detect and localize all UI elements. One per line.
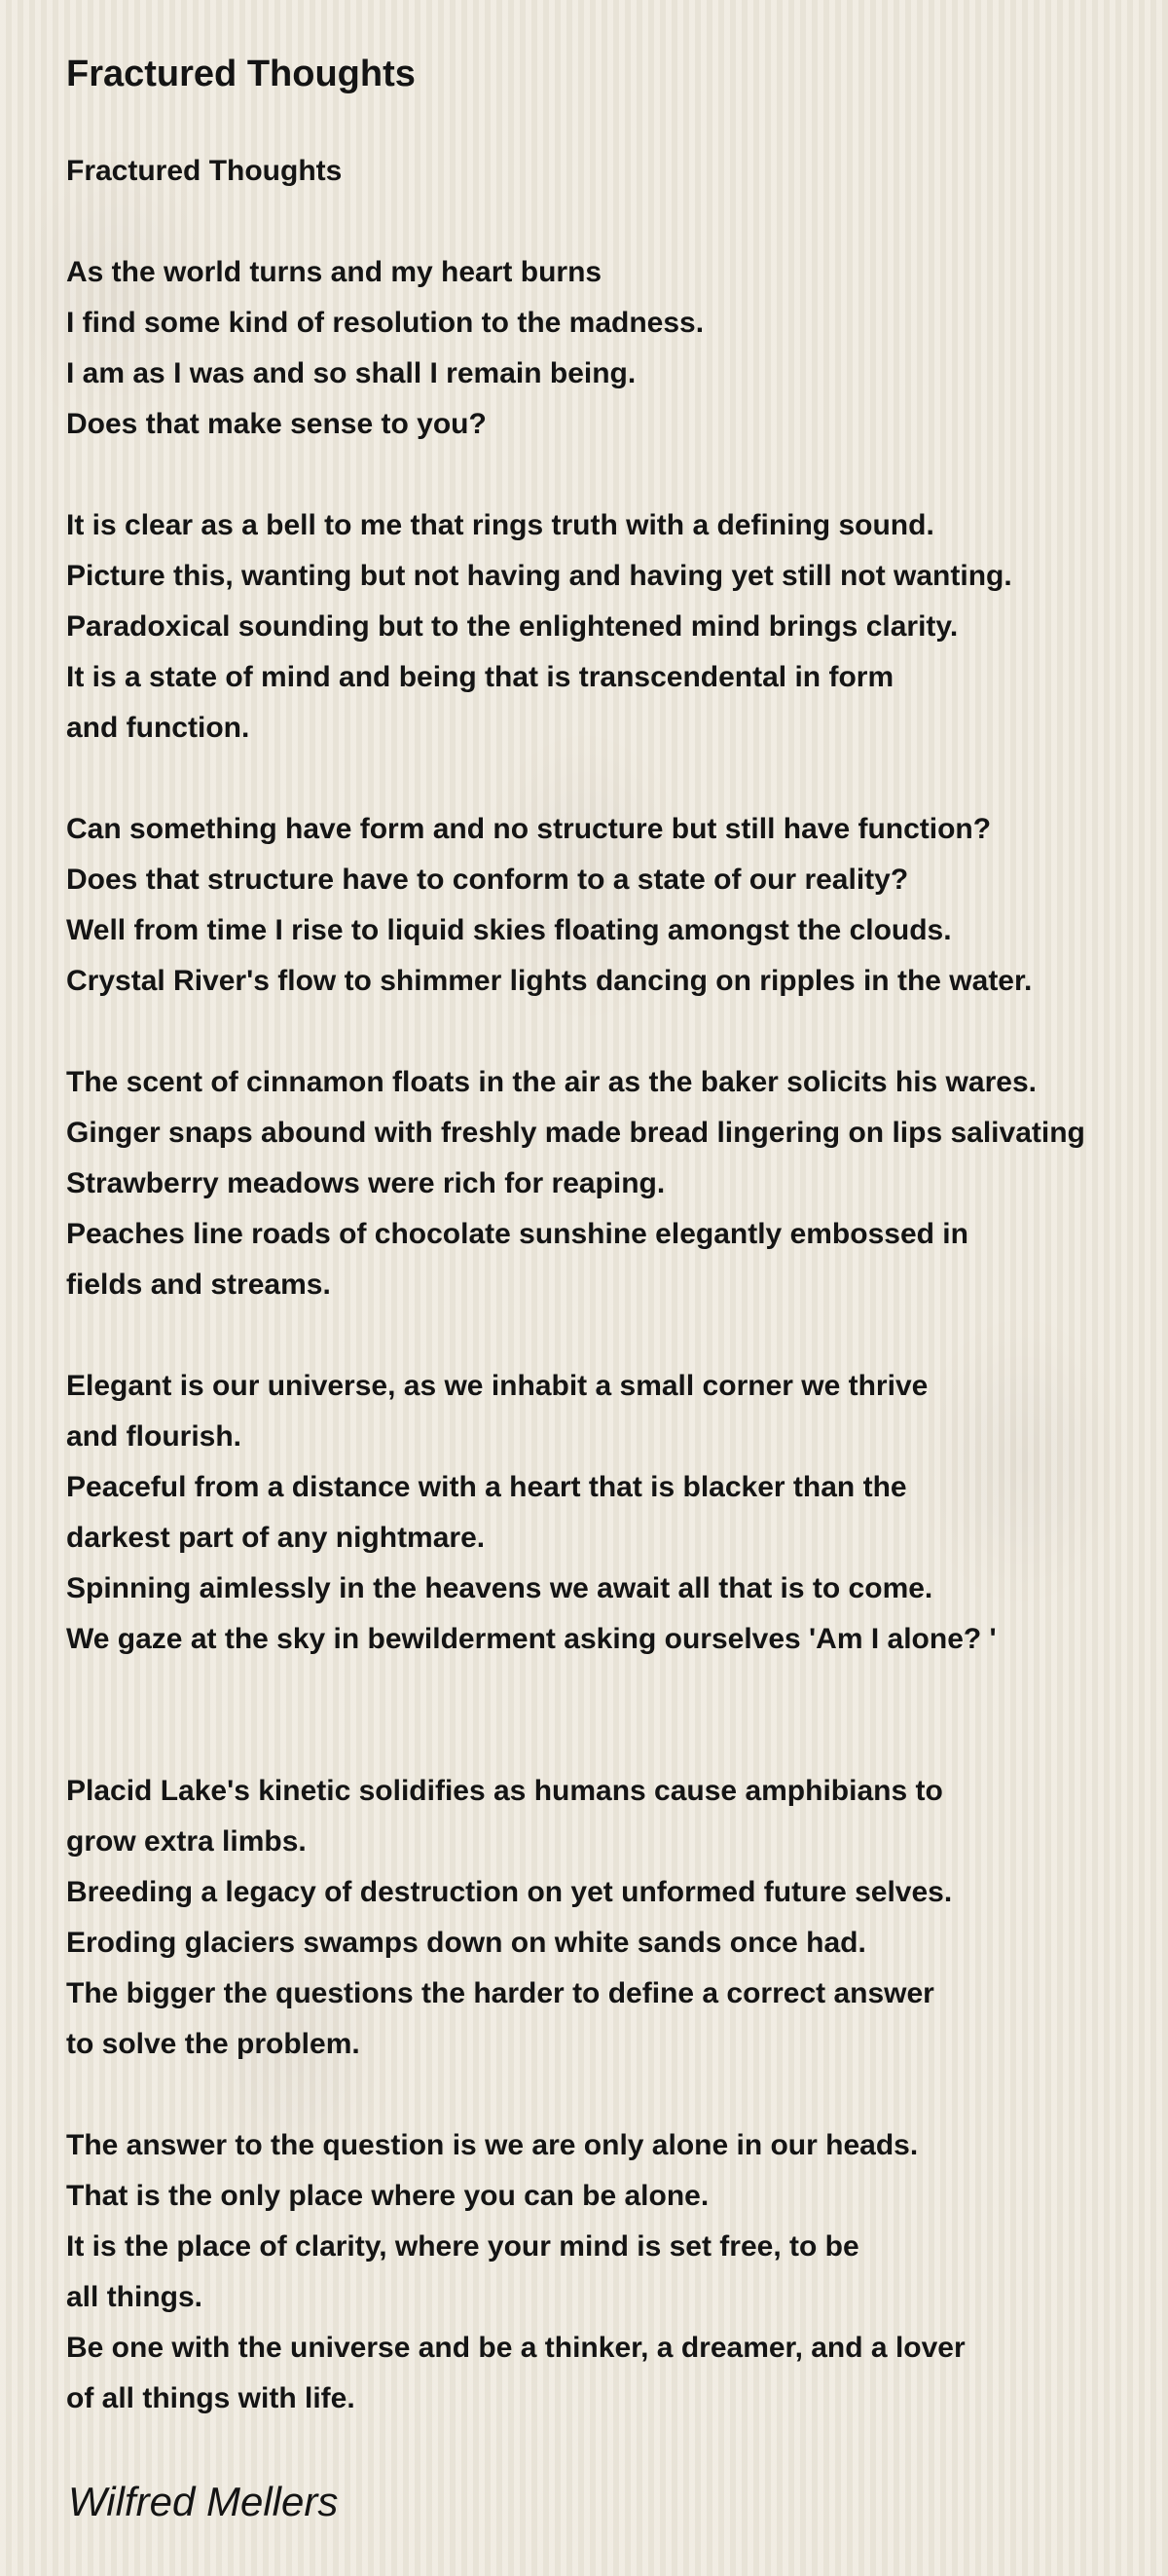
- poem-line: I find some kind of resolution to the madness.: [66, 307, 705, 339]
- poem-line: [66, 2070, 1156, 2120]
- poem-line: Placid Lake's kinetic solidifies as humans cause amphibians to: [66, 1775, 943, 1807]
- poem-line: Does that make sense to you?: [66, 408, 487, 440]
- poem-line: It is clear as a bell to me that rings truth with a defining sound.: [66, 509, 934, 541]
- poem-line: Peaceful from a distance with a heart that is blacker than the: [66, 1471, 907, 1503]
- poem-line: Fractured Thoughts: [66, 155, 343, 187]
- poem-line: It is a state of mind and being that is transcendental in form: [66, 661, 894, 693]
- poem-line: [66, 450, 1156, 500]
- poem-line: Breeding a legacy of destruction on yet unformed future selves.: [66, 1876, 953, 1908]
- poem-line: Does that structure have to conform to a state of our reality?: [66, 864, 909, 896]
- poem-line: Can something have form and no structure but still have function?: [66, 813, 992, 845]
- poem-line: The scent of cinnamon floats in the air as the baker solicits his wares.: [66, 1066, 1037, 1098]
- poem-line: Well from time I rise to liquid skies floating amongst the clouds.: [66, 914, 952, 946]
- poem-line: That is the only place where you can be alone.: [66, 2180, 710, 2212]
- poem-line: We gaze at the sky in bewilderment asking ourselves 'Am I alone? ': [66, 1623, 997, 1655]
- poem-line: Picture this, wanting but not having and having yet still not wanting.: [66, 560, 1012, 592]
- poem-line: It is the place of clarity, where your mind is set free, to be: [66, 2230, 859, 2263]
- poem-body: [66, 146, 1156, 2424]
- poem-line: Elegant is our universe, as we inhabit a small corner we thrive: [66, 1370, 929, 1402]
- poem-line: Strawberry meadows were rich for reaping.: [66, 1167, 666, 1199]
- poem-line: [66, 197, 1156, 247]
- poem-line: Be one with the universe and be a thinker, a dreamer, and a lover: [66, 2332, 966, 2364]
- poem-line: grow extra limbs.: [66, 1825, 307, 1858]
- poem-line: [66, 1715, 1156, 1766]
- poem-line: [66, 754, 1156, 804]
- poem-line: darkest part of any nightmare.: [66, 1522, 486, 1554]
- poem-line: to solve the problem.: [66, 2028, 360, 2060]
- poem-line: Crystal River's flow to shimmer lights dancing on ripples in the water.: [66, 965, 1033, 997]
- poem-line: all things.: [66, 2281, 203, 2313]
- poem-line: and function.: [66, 712, 250, 744]
- poem-line: fields and streams.: [66, 1269, 331, 1301]
- poem-line: of all things with life.: [66, 2382, 355, 2414]
- poem-line: Ginger snaps abound with freshly made bread lingering on lips salivating: [66, 1117, 1085, 1149]
- poem-line: The bigger the questions the harder to define a correct answer: [66, 1977, 934, 2009]
- poem-line: Eroding glaciers swamps down on white sands once had.: [66, 1927, 866, 1959]
- poem-line: Paradoxical sounding but to the enlightened mind brings clarity.: [66, 610, 959, 643]
- poem-line: [66, 1665, 1156, 1715]
- poem-line: I am as I was and so shall I remain being.: [66, 357, 637, 389]
- page-title: Fractured Thoughts: [66, 54, 416, 94]
- poem-line: The answer to the question is we are only alone in our heads.: [66, 2129, 919, 2161]
- poem-line: As the world turns and my heart burns: [66, 256, 602, 288]
- poem-author: Wilfred Mellers: [68, 2479, 339, 2524]
- poem-line: Spinning aimlessly in the heavens we await all that is to come.: [66, 1572, 933, 1604]
- poem-line: [66, 1007, 1156, 1057]
- poem-line: Peaches line roads of chocolate sunshine elegantly embossed in: [66, 1218, 968, 1250]
- poem-line: [66, 1310, 1156, 1361]
- poem-line: and flourish.: [66, 1420, 241, 1453]
